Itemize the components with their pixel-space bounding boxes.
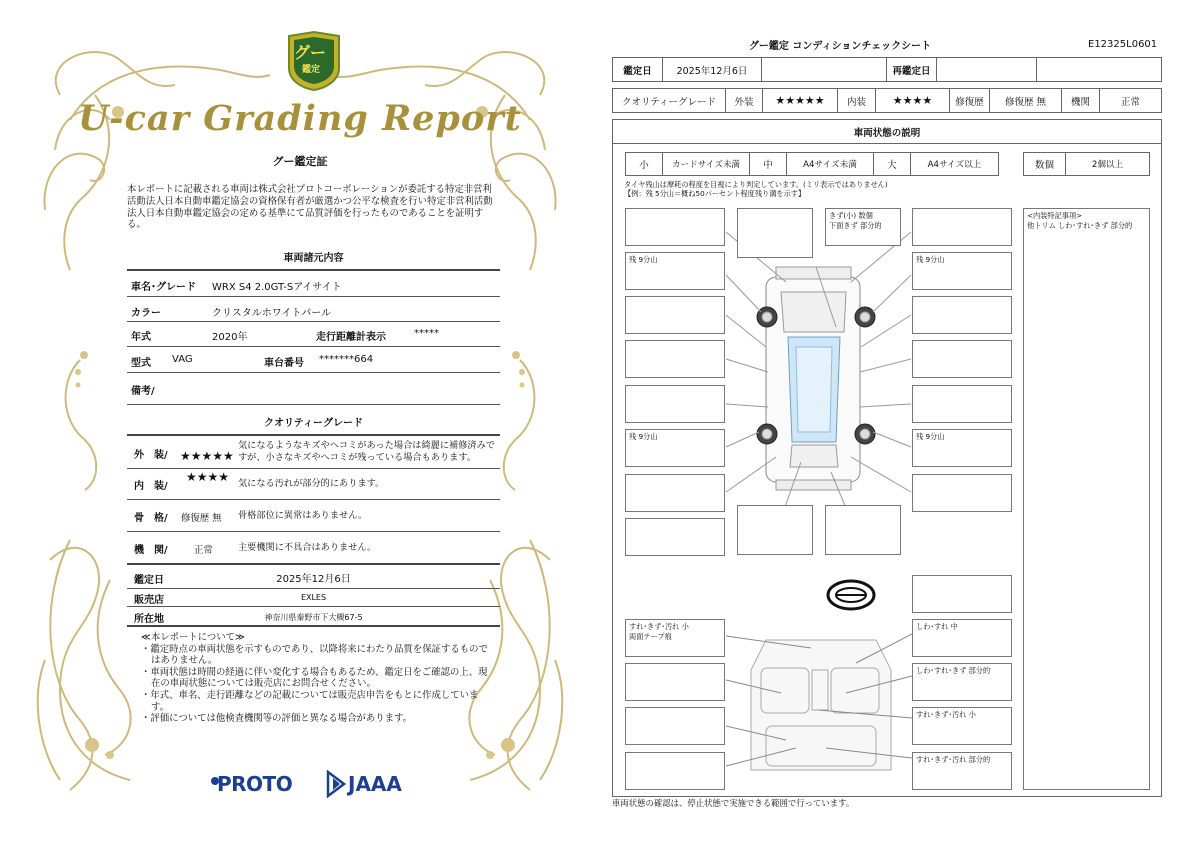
damage-box-front <box>825 208 901 246</box>
tire-remaining: 残 9分山 <box>916 432 945 441</box>
frame-label: 骨 格/ <box>134 513 168 524</box>
engine-value: 正常 <box>1099 88 1162 113</box>
tire-note: タイヤ残山は摩耗の程度を目視により判定しています。(ミリ表示ではありません) <box>624 180 888 189</box>
tire-box-rear-right <box>912 429 1012 467</box>
emblem-text: グー <box>294 43 327 62</box>
divider <box>127 588 500 589</box>
interior-damage-note: 両面テープ痕 <box>629 632 672 641</box>
count-label: 数個 <box>1023 152 1066 176</box>
address-value: 神奈川県秦野市下大槻67-5 <box>264 613 363 622</box>
divider <box>127 296 500 297</box>
check-date-value: 2025年12月6日 <box>662 57 762 82</box>
recheck-date-value <box>936 57 1037 82</box>
interior-stars: ★★★★ <box>186 470 230 484</box>
interior-box <box>912 663 1012 701</box>
color-label: カラー <box>131 308 161 319</box>
interior-box <box>912 619 1012 657</box>
certificate-heading: グー鑑定証 <box>272 155 328 168</box>
section-title: 車両状態の説明 <box>612 119 1162 144</box>
interior-label: 内装 <box>837 88 876 113</box>
divider <box>127 563 500 565</box>
empty-cell <box>1036 57 1162 82</box>
year-label: 年式 <box>131 332 151 343</box>
damage-box <box>625 385 725 423</box>
interior-damage-note: しわ･すれ･きず 部分的 <box>916 666 991 675</box>
damage-box <box>912 474 1012 512</box>
interior-damage-note: すれ･きず･汚れ 小 <box>629 622 689 631</box>
mileage-value: ***** <box>414 328 439 339</box>
date-value: 2025年12月6日 <box>276 574 351 585</box>
empty-cell <box>761 57 887 82</box>
interior-box <box>912 707 1012 745</box>
year-value: 2020年 <box>212 332 248 343</box>
interior-box <box>625 752 725 790</box>
note-item: ・年式、車名、走行距離などの記載については販売店申告をもとに作成しています。 <box>141 689 479 713</box>
frame-value: 修復歴 無 <box>181 513 222 524</box>
damage-box <box>912 208 1012 246</box>
damage-box <box>825 505 901 555</box>
quality-grade-label: クオリティーグレード <box>612 88 726 113</box>
engine-description: 主要機関に不具合はありません。 <box>238 542 377 553</box>
divider <box>127 606 500 607</box>
divider <box>127 346 500 347</box>
divider <box>127 269 500 271</box>
tire-box-front-right <box>912 252 1012 290</box>
mileage-label: 走行距離計表示 <box>316 332 386 343</box>
exterior-label: 外装 <box>725 88 763 113</box>
engine-label: 機関 <box>1061 88 1100 113</box>
interior-label: 内 装/ <box>134 481 168 492</box>
recheck-date-label: 再鑑定日 <box>886 57 937 82</box>
tire-remaining: 残 9分山 <box>629 255 658 264</box>
exterior-description: 気になるようなキズやヘコミがあった場合は綺麗に補修済みですが、小さなキズやヘコミが残っている場合もあります。 <box>238 440 495 463</box>
certificate-text: 本レポートに記載される車両は株式会社プロトコーポレーションが委託する特定非営利活動法人日本自動車鑑定協会の資格保有者が厳選かつ公平な検査を行い特定非営利活動法人日本自動車鑑定協会の定める基準にて品質評価を行ったものであることを証明する。 <box>127 184 493 231</box>
damage-box <box>625 518 725 556</box>
interior-box <box>912 752 1012 790</box>
dealer-value: EXLES <box>300 593 327 602</box>
size-large-desc: A4サイズ以上 <box>910 152 999 176</box>
note-item: ・評価については他検査機関等の評価と異なる場合があります。 <box>141 713 412 725</box>
damage-box <box>737 505 813 555</box>
exterior-label: 外 装/ <box>134 450 168 461</box>
engine-value: 正常 <box>194 545 213 556</box>
size-small-desc: カードサイズ未満 <box>662 152 750 176</box>
note-item: ・車両状態は時間の経過に伴い変化する場合もあるため、鑑定日をご確認の上、現在の車両状態については販売店にお問合せください。 <box>141 666 488 690</box>
note-item: ・鑑定時点の車両状態を示すものであり、以降将来にわたり品質を保証するものではありません。 <box>141 643 488 667</box>
size-large: 大 <box>873 152 911 176</box>
front-damage-note: 下面きず 部分的 <box>829 221 882 230</box>
interior-damage-note: すれ･きず･汚れ 部分的 <box>916 755 991 764</box>
repair-history-label: 修復歴 <box>949 88 990 113</box>
proto-logo-text: PROTO <box>217 772 293 796</box>
damage-box <box>625 208 725 246</box>
frame-description: 骨格部位に異常はありません。 <box>238 510 368 521</box>
divider <box>127 404 500 405</box>
size-medium: 中 <box>749 152 787 176</box>
check-date-label: 鑑定日 <box>612 57 663 82</box>
divider <box>127 499 500 500</box>
divider <box>127 531 500 532</box>
sheet-footer-note: 車両状態の確認は、停止状態で実施できる範囲で行っています。 <box>612 798 855 808</box>
exterior-stars: ★★★★★ <box>180 449 234 463</box>
date-label: 鑑定日 <box>134 575 164 586</box>
model-value: VAG <box>172 354 193 365</box>
interior-box <box>625 663 725 701</box>
divider <box>127 372 500 373</box>
interior-notes-title: <内装特記事項> <box>1027 211 1083 220</box>
divider <box>127 625 500 627</box>
divider <box>127 468 500 469</box>
damage-box <box>912 340 1012 378</box>
interior-notes-panel <box>1023 208 1150 790</box>
dealer-label: 販売店 <box>134 595 164 606</box>
interior-notes-text: 他トリム しわ･すれ･きず 部分的 <box>1027 221 1133 230</box>
repair-history-value: 修復歴 無 <box>989 88 1062 113</box>
damage-box <box>625 296 725 334</box>
interior-box <box>625 619 725 657</box>
tire-box-rear-left <box>625 429 725 467</box>
report-notes <box>141 632 491 725</box>
notes-title: ≪本レポートについて≫ <box>141 632 245 643</box>
address-label: 所在地 <box>134 614 164 625</box>
front-damage-note: きず(小) 数個 <box>829 211 873 220</box>
jaaa-logo-text: JAAA <box>348 772 402 796</box>
interior-damage-note: すれ･きず･汚れ 小 <box>916 710 976 719</box>
remarks-label: 備考/ <box>131 386 155 397</box>
divider <box>127 321 500 322</box>
spec-section-title: 車両諸元内容 <box>283 253 344 264</box>
tire-remaining: 残 9分山 <box>629 432 658 441</box>
car-name-value: WRX S4 2.0GT-Sアイサイト <box>212 282 342 293</box>
chassis-value: *******664 <box>319 354 374 365</box>
count-desc: 2個以上 <box>1065 152 1150 176</box>
damage-box <box>912 385 1012 423</box>
size-small: 小 <box>625 152 663 176</box>
damage-box <box>737 208 813 258</box>
interior-description: 気になる汚れが部分的にあります。 <box>238 478 385 489</box>
car-name-label: 車名･グレード <box>131 282 196 293</box>
color-value: クリスタルホワイトパール <box>212 308 332 319</box>
tire-note-example: 【例：残 5分山＝概ね50パーセント程度残り溝を示す】 <box>624 189 806 198</box>
interior-stars: ★★★★ <box>875 88 950 113</box>
grade-section-title: クオリティーグレード <box>264 418 363 429</box>
size-medium-desc: A4サイズ未満 <box>786 152 874 176</box>
steering-wheel-icon <box>826 578 876 612</box>
interior-damage-note: しわ･すれ 中 <box>916 622 958 631</box>
emblem-subtext: 鑑定 <box>302 65 321 75</box>
damage-box <box>625 474 725 512</box>
interior-box <box>625 707 725 745</box>
document-id: E12325L0601 <box>1088 39 1158 50</box>
exterior-stars: ★★★★★ <box>762 88 838 113</box>
damage-box <box>912 296 1012 334</box>
car-interior-diagram <box>726 618 912 778</box>
engine-label: 機 関/ <box>134 545 168 556</box>
tire-remaining: 残 9分山 <box>916 255 945 264</box>
damage-box <box>625 340 725 378</box>
jaaa-logo-icon <box>326 770 346 798</box>
divider <box>127 434 500 436</box>
chassis-label: 車台番号 <box>264 358 304 369</box>
model-label: 型式 <box>131 358 151 369</box>
damage-box-steering <box>912 575 1012 613</box>
report-title: U-car Grading Report <box>78 98 522 139</box>
sheet-title: グー鑑定 コンディションチェックシート <box>748 41 932 52</box>
tire-box-front-left <box>625 252 725 290</box>
